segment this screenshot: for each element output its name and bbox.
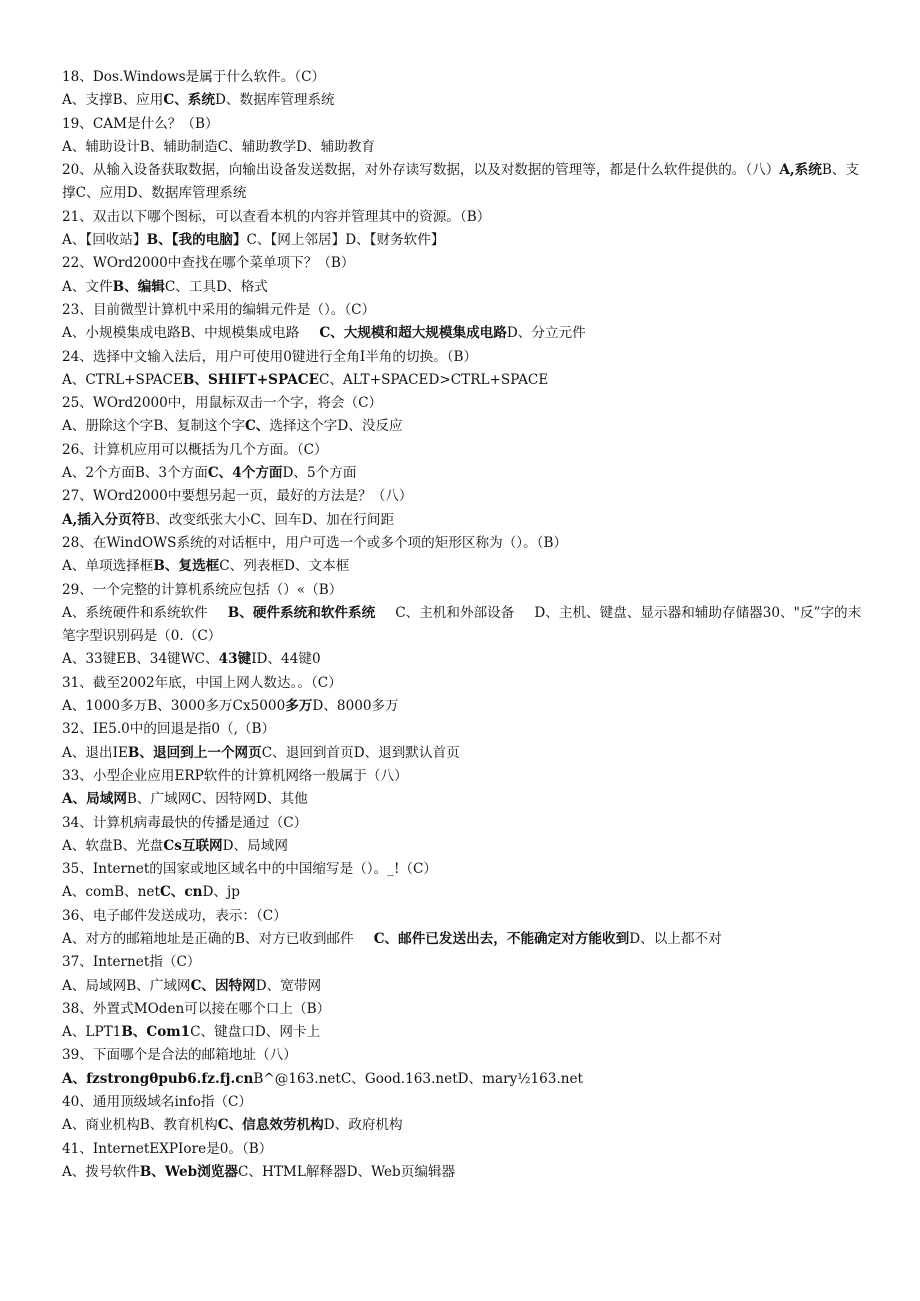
question-text: 26、计算机应用可以概括为几个方面。（C） bbox=[62, 441, 328, 458]
text-line bbox=[62, 858, 862, 881]
answer-text-bold: C、因特网 bbox=[190, 977, 256, 994]
question-text: B、改变纸张大小C、回车D、加在行间距 bbox=[145, 511, 395, 528]
question-text: A、2个方面B、3个方面 bbox=[62, 465, 208, 482]
answer-text-bold: 43键 bbox=[218, 651, 252, 668]
text-line bbox=[62, 602, 862, 649]
question-text: 20、从输入设备获取数据，向输出设备发送数据，对外存读写数据，以及对数据的管理等，都是什么软件提供的。（八） bbox=[62, 162, 780, 179]
question-text: A、拨号软件 bbox=[62, 1163, 140, 1180]
text-line bbox=[62, 415, 862, 438]
answer-text-bold: A、fzstrongθpub6.fz.fj.cn bbox=[62, 1070, 254, 1087]
answer-text-bold: C、邮件已发送出去，不能确定对方能收到 bbox=[373, 930, 630, 947]
question-text: 22、WOrd2000中查找在哪个菜单项下？（B） bbox=[62, 255, 355, 272]
question-text: A、小规模集成电路B、中规模集成电路 bbox=[62, 325, 300, 342]
question-text: 18、Dos.Windows是属于什么软件。（C） bbox=[62, 69, 326, 85]
question-text: 选择这个字D、没反应 bbox=[269, 418, 403, 435]
question-text: 25、WOrd2000中，用鼠标双击一个字，将会（C） bbox=[62, 395, 383, 412]
text-line bbox=[62, 206, 862, 229]
text-line bbox=[62, 485, 862, 508]
question-text: A、1000多万B、3000多万Cx5000 bbox=[62, 698, 286, 715]
text-line bbox=[62, 742, 862, 765]
text-line bbox=[62, 672, 862, 695]
question-text: 29、一个完整的计算机系统应包括（）«（B） bbox=[62, 581, 343, 598]
question-text: D、主机、键盘、显示器和辅助存储器30、"反”字的末笔字型识别码是（0.（C） bbox=[62, 604, 862, 645]
text-line bbox=[62, 369, 862, 392]
text-line bbox=[62, 555, 862, 578]
answer-text-bold: B、Web浏览器 bbox=[139, 1163, 238, 1180]
question-text: D、政府机构 bbox=[323, 1117, 403, 1134]
question-text: C、工具D、格式 bbox=[164, 278, 268, 295]
question-text: 21、双击以下哪个图标，可以查看本机的内容并管理其中的资源。（B） bbox=[62, 208, 491, 225]
question-text: 41、InternetEXPIore是0。（B） bbox=[62, 1140, 273, 1157]
question-text: C、键盘口D、网卡上 bbox=[190, 1024, 321, 1041]
question-text: B、支撑C、应用D、数据库管理系统 bbox=[62, 162, 860, 202]
text-line bbox=[62, 835, 862, 858]
answer-text-bold: C、cn bbox=[159, 884, 203, 901]
question-text: 34、计算机病毒最快的传播是通过（C） bbox=[62, 814, 308, 831]
text-line bbox=[62, 1021, 862, 1044]
question-text: 39、下面哪个是合法的邮箱地址（八） bbox=[62, 1047, 297, 1064]
text-line bbox=[62, 928, 862, 951]
text-line bbox=[62, 322, 862, 345]
text-line bbox=[62, 66, 862, 89]
answer-text-bold: C、大规模和超大规模集成电路 bbox=[319, 325, 507, 342]
question-text: 33、小型企业应用ERP软件的计算机网络一般属于（八） bbox=[62, 767, 408, 784]
question-text: C、退回到首页D、退到默认首页 bbox=[261, 744, 460, 761]
question-text: D、5个方面 bbox=[282, 465, 357, 482]
question-text: A、CTRL+SPACE bbox=[62, 371, 183, 388]
text-line bbox=[62, 509, 862, 532]
question-text: 37、Internet指（C） bbox=[62, 954, 201, 971]
question-text: C、HTML解释器D、Web页编辑器 bbox=[237, 1163, 456, 1180]
question-text: A、商业机构B、教育机构 bbox=[62, 1117, 218, 1134]
text-line bbox=[62, 788, 862, 811]
answer-text-bold: C、 bbox=[244, 418, 270, 435]
question-text: A、局域网B、广域网 bbox=[62, 977, 191, 994]
question-text: A、退出IE bbox=[62, 744, 128, 761]
text-line bbox=[62, 229, 862, 252]
question-text: A、文件 bbox=[62, 278, 113, 295]
answer-text-bold: A,插入分页符 bbox=[62, 511, 146, 528]
text-line bbox=[62, 812, 862, 835]
text-line bbox=[62, 1138, 862, 1161]
text-line bbox=[62, 905, 862, 928]
question-text: A、33键EB、34键WC、 bbox=[62, 651, 219, 668]
question-text: C、列表框D、文本框 bbox=[219, 558, 350, 575]
answer-text-bold: A,系统 bbox=[779, 162, 822, 179]
answer-text-bold: B、SHIFT+SPACE bbox=[182, 371, 319, 388]
question-text: 24、选择中文输入法后，用户可使用0键进行全角I半角的切换。（B） bbox=[62, 348, 478, 365]
text-line bbox=[62, 136, 862, 159]
answer-text-bold: B、硬件系统和软件系统 bbox=[227, 604, 376, 621]
text-line bbox=[62, 648, 862, 671]
answer-text-bold: 多万 bbox=[285, 698, 313, 715]
text-line bbox=[62, 252, 862, 275]
question-text: C、【网上邻居】D、【财务软件】 bbox=[246, 232, 445, 249]
text-line bbox=[62, 1044, 862, 1067]
text-line bbox=[62, 1091, 862, 1114]
question-text: B^@163.netC、Good.163.netD、mary½163.net bbox=[253, 1070, 584, 1087]
text-line bbox=[62, 881, 862, 904]
answer-text-bold: B、Com1 bbox=[121, 1024, 191, 1041]
text-line bbox=[62, 532, 862, 555]
question-text: D、分立元件 bbox=[506, 325, 586, 342]
text-line bbox=[62, 276, 862, 299]
text-line bbox=[62, 159, 862, 206]
question-text: 40、通用顶级域名info指（C） bbox=[62, 1094, 252, 1111]
text-line bbox=[62, 1161, 862, 1184]
answer-text-bold: A、局域网 bbox=[62, 791, 127, 808]
answer-text-bold: C、4个方面 bbox=[207, 465, 283, 482]
text-line bbox=[62, 299, 862, 322]
question-text: A、LPT1 bbox=[62, 1024, 122, 1041]
question-text: 23、目前微型计算机中采用的编辑元件是（）。（C） bbox=[62, 301, 376, 318]
text-line bbox=[62, 1068, 862, 1091]
question-text: 35、Internet的国家或地区域名中的中国缩写是（）。_!（C） bbox=[62, 861, 438, 878]
answer-text-bold: B、【我的电脑】 bbox=[146, 232, 247, 249]
question-text: D、jp bbox=[202, 884, 240, 901]
question-text: 28、在WindOWS系统的对话框中，用户可选一个或多个项的矩形区称为（）。（B） bbox=[62, 534, 568, 551]
text-line bbox=[62, 998, 862, 1021]
question-text: 32、IE5.0中的回退是指0（,（B） bbox=[62, 721, 276, 738]
answer-text-bold: C、信息效劳机构 bbox=[217, 1117, 324, 1134]
question-text: D、以上都不对 bbox=[629, 930, 722, 947]
question-text: A、系统硬件和系统软件 bbox=[62, 604, 208, 621]
text-line bbox=[62, 113, 862, 136]
question-text: D、数据库管理系统 bbox=[214, 92, 335, 109]
question-text: 38、外置式MOden可以接在哪个口上（B） bbox=[62, 1000, 331, 1017]
text-line bbox=[62, 765, 862, 788]
answer-text-bold: B、退回到上一个网页 bbox=[127, 744, 262, 761]
text-line bbox=[62, 439, 862, 462]
question-text: D、局域网 bbox=[222, 837, 288, 854]
text-line bbox=[62, 718, 862, 741]
question-text: A、comB、net bbox=[62, 884, 160, 901]
question-text: D、8000多万 bbox=[312, 698, 399, 715]
text-line bbox=[62, 392, 862, 415]
text-line bbox=[62, 695, 862, 718]
question-text: A、对方的邮箱地址是正确的B、对方已收到邮件 bbox=[62, 930, 354, 947]
question-text: A、软盘B、光盘 bbox=[62, 837, 164, 854]
question-text: 19、CAM是什么？（B） bbox=[62, 115, 219, 132]
answer-text-bold: B、复选框 bbox=[153, 558, 220, 575]
question-text: 36、电子邮件发送成功，表示：（C） bbox=[62, 907, 287, 924]
question-text: 31、截至2002年底，中国上网人数达。。（C） bbox=[62, 674, 342, 691]
question-text: 27、WOrd2000中要想另起一页，最好的方法是？（八） bbox=[62, 488, 413, 505]
text-line bbox=[62, 89, 862, 112]
question-text: A、辅助设计B、辅助制造C、辅助教学D、辅助教育 bbox=[62, 138, 375, 155]
question-text: A、【回收站】 bbox=[62, 232, 147, 249]
question-text: A、单项选择框 bbox=[62, 558, 154, 575]
text-line bbox=[62, 975, 862, 998]
question-text: A、支撑B、应用 bbox=[62, 92, 164, 109]
text-line bbox=[62, 1114, 862, 1137]
question-text: D、宽带网 bbox=[255, 977, 322, 994]
answer-text-bold: B、编辑 bbox=[112, 278, 165, 295]
text-line bbox=[62, 346, 862, 369]
text-line bbox=[62, 462, 862, 485]
text-line bbox=[62, 951, 862, 974]
question-text: B、广域网C、因特网D、其他 bbox=[126, 791, 308, 808]
question-text: C、ALT+SPACED>CTRL+SPACE bbox=[318, 371, 549, 388]
question-text: ID、44键0 bbox=[251, 651, 321, 668]
document-page bbox=[62, 66, 862, 1184]
question-text: A、册除这个字B、复制这个字 bbox=[62, 418, 245, 435]
text-line bbox=[62, 579, 862, 602]
question-text: C、主机和外部设备 bbox=[395, 604, 515, 621]
answer-text-bold: Cs互联网 bbox=[163, 837, 223, 854]
answer-text-bold: C、系统 bbox=[163, 92, 215, 109]
